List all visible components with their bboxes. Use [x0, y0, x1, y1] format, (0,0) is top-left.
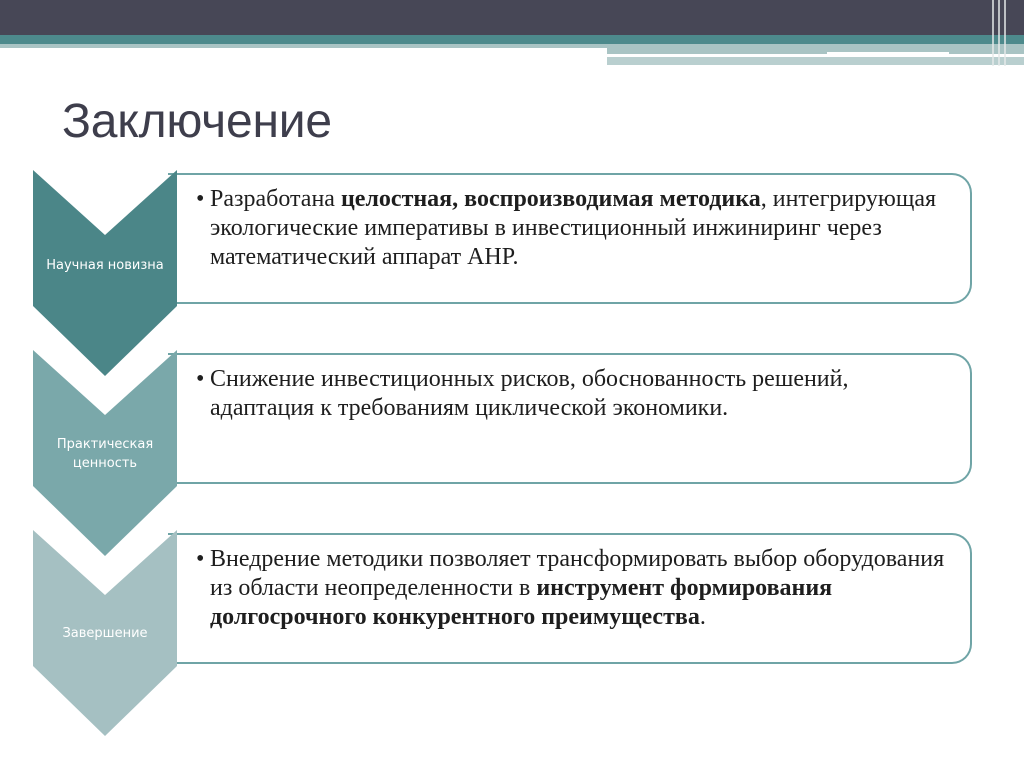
header-dark-band	[0, 0, 1024, 35]
chevron-label: Завершение	[62, 626, 148, 641]
bullet-text	[196, 545, 956, 632]
bullet-text-end: , интегрирующая экологические императивы в инвестиционный инжиниринг через математический аппарат AHP.	[210, 186, 937, 270]
chevron-label: Научная новизна	[46, 258, 164, 273]
slide-title: Заключение	[62, 95, 332, 148]
bullet-text	[196, 185, 956, 272]
chevron-scientific-novelty	[33, 170, 177, 376]
header-light-stripe-right	[607, 44, 1024, 54]
header-teal-stripe	[0, 35, 1024, 44]
header-vertical-lines	[992, 0, 1010, 66]
bullet-text-start: Снижение инвестиционных рисков, обоснованность решений, адаптация к требованиям циклической экономики.	[210, 366, 849, 421]
bullet-dot: •	[196, 546, 205, 572]
item-box-scientific-novelty	[168, 173, 972, 304]
chevron-conclusion	[33, 530, 177, 736]
bullet-text-end: .	[699, 604, 706, 630]
item-box-practical-value	[168, 353, 972, 484]
chevron-label: Практическая ценность	[56, 437, 154, 471]
bullet-text	[196, 365, 956, 423]
item-box-conclusion	[168, 533, 972, 664]
header-light-stripe-right-lower	[607, 57, 1024, 65]
chevron-practical-value	[33, 350, 177, 556]
bullet-text-start: Внедрение методики позволяет трансформировать выбор оборудования из области неопределенности в	[210, 546, 945, 601]
bullet-text-bold: инструмент формирования долгосрочного конкурентного преимущества	[210, 575, 833, 630]
bullet-text-start: Разработана	[210, 186, 341, 212]
header-light-stripe	[0, 44, 610, 48]
header-white-line	[827, 52, 949, 54]
bullet-text-bold: целостная, воспроизводимая методика	[340, 186, 761, 212]
bullet-dot: •	[196, 186, 205, 212]
bullet-dot: •	[196, 366, 205, 392]
